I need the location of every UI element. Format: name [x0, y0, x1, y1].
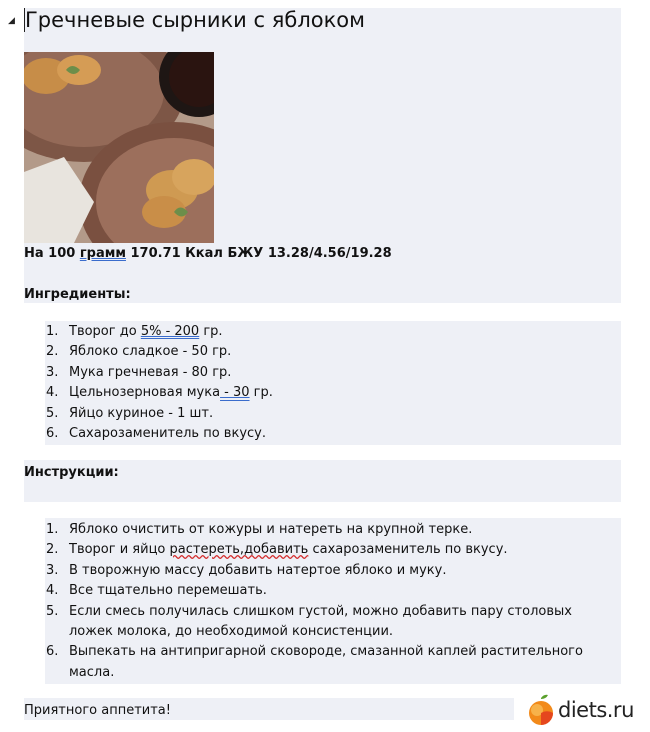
recipe-photo	[24, 52, 214, 243]
instructions-item-number: 1.	[46, 522, 59, 537]
instructions-item-number: 3.	[46, 562, 59, 578]
instructions-item	[24, 520, 583, 540]
diets-logo-text: diets.ru	[558, 698, 634, 722]
ingredients-item-text: Яйцо куриное - 1 шт.	[69, 405, 214, 421]
nutrition-suffix: 170.71 Ккал БЖУ 13.28/4.56/19.28	[125, 246, 392, 261]
instructions-list	[24, 520, 583, 683]
instructions-item-continuation: масла.	[69, 664, 115, 680]
ingredients-item-number: 1.	[46, 324, 59, 339]
instructions-item-text: Яблоко очистить от кожуры и натереть на крупной терке.	[69, 522, 473, 537]
instructions-item-text: Выпекать на антипригарной сковороде, смазанной каплей растительного	[69, 644, 583, 660]
collapse-triangle-icon[interactable]: ◢	[8, 16, 15, 26]
ingredients-item-marked-text: 5% - 200	[140, 324, 200, 339]
nutrition-gram: грамм	[79, 246, 126, 261]
ingredients-item-text: Цельнозерновая мука	[69, 385, 221, 401]
nutrition-line	[24, 246, 392, 261]
ingredients-item-text: Яблоко сладкое - 50 гр.	[69, 344, 232, 360]
instructions-item-text: Если смесь получилась слишком густой, можно добавить пару столовых	[69, 603, 572, 619]
ingredients-item-number: 4.	[46, 385, 59, 401]
ingredients-item	[24, 424, 273, 444]
ingredients-item-number: 6.	[46, 426, 59, 442]
instructions-item-text-end: сахарозаменитель по вкусу.	[308, 542, 508, 558]
instructions-item-number: 6.	[46, 644, 59, 660]
ingredients-item-number: 5.	[46, 405, 59, 421]
instructions-item	[24, 581, 583, 601]
nutrition-prefix: На 100	[24, 246, 80, 261]
instructions-item-number: 2.	[46, 542, 59, 558]
instructions-item-text: Все тщательно перемешать.	[69, 583, 267, 599]
instructions-item-number: 4.	[46, 583, 59, 599]
instructions-item-text: Творог и яйцо	[69, 542, 170, 558]
ingredients-item	[24, 383, 273, 403]
instructions-item	[24, 561, 583, 581]
ingredients-item-text-end: гр.	[249, 385, 273, 401]
instructions-item	[24, 602, 583, 643]
instructions-item	[24, 540, 583, 560]
ingredients-item	[24, 404, 273, 424]
ingredients-item	[24, 322, 273, 342]
instructions-item-continuation: ложек молока, до необходимой консистенции.	[69, 624, 394, 640]
apple-logo-icon	[528, 694, 554, 726]
ingredients-item	[24, 342, 273, 362]
ingredients-item-text: Мука гречневая - 80 гр.	[69, 364, 232, 380]
instructions-item-marked-text: растереть,добавить	[169, 542, 309, 558]
ingredients-item	[24, 363, 273, 383]
ingredients-list	[24, 322, 273, 444]
instructions-heading: Инструкции:	[24, 465, 119, 480]
diets-logo	[528, 694, 634, 726]
recipe-title: Гречневые сырники с яблоком	[25, 8, 365, 32]
ingredients-item-number: 2.	[46, 344, 59, 360]
instructions-item-number: 5.	[46, 603, 59, 619]
ingredients-item-text: Творог до	[69, 324, 141, 339]
ingredients-item-marked-text: - 30	[220, 385, 250, 401]
cheese-pancakes-photo-icon	[24, 52, 214, 243]
ingredients-item-number: 3.	[46, 364, 59, 380]
instructions-item	[24, 642, 583, 683]
instructions-item-text: В творожную массу добавить натертое яблоко и муку.	[69, 562, 447, 578]
ingredients-item-text: Сахарозаменитель по вкусу.	[69, 426, 266, 442]
ingredients-item-text-end: гр.	[199, 324, 223, 339]
ingredients-heading: Ингредиенты:	[24, 287, 131, 302]
closing-text: Приятного аппетита!	[24, 703, 171, 718]
